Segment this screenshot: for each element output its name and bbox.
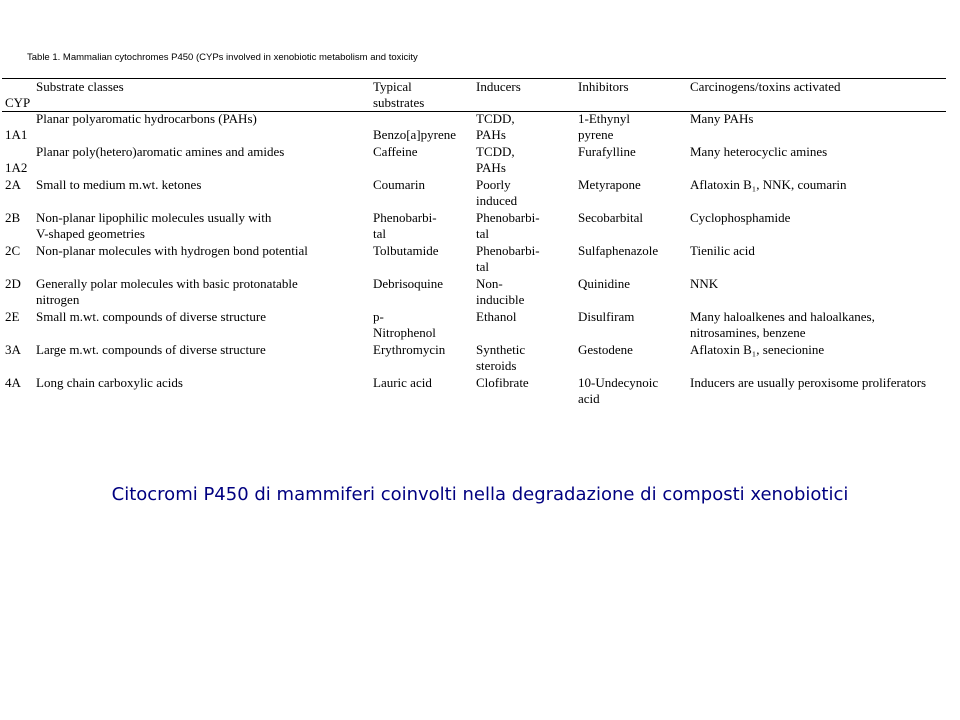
cell-substrate-class [36, 177, 201, 193]
cell-inhibitor [578, 375, 658, 407]
cell-line: acid [578, 391, 600, 406]
cell-cyp [5, 276, 21, 292]
cell-line: 2B [5, 210, 21, 225]
table-row [0, 309, 946, 342]
cell-inducer [476, 276, 524, 308]
cell-line: Planar poly(hetero)aromatic amines and amides [36, 144, 285, 159]
cell-line: Erythromycin [373, 342, 446, 357]
cell-carcinogen [690, 243, 755, 259]
cell-line: 2D [5, 276, 21, 291]
cell-line: Many PAHs [690, 111, 754, 126]
cell-typical-substrate [373, 342, 445, 358]
cell-line: pyrene [578, 127, 614, 142]
cell-line: Furafylline [578, 144, 636, 159]
cell-inhibitor [578, 210, 643, 226]
cell-line: 4A [5, 375, 21, 390]
cell-cyp [5, 111, 27, 143]
cell-substrate-class [36, 243, 308, 259]
cell-inducer [476, 111, 515, 143]
table-row [0, 177, 946, 210]
cell-carcinogen [690, 276, 718, 292]
cell-line: 2E [5, 309, 20, 324]
cell-carcinogen [690, 144, 827, 160]
cell-line: Secobarbital [578, 210, 643, 225]
cell-line: Non- [476, 276, 503, 291]
cell-cyp [5, 177, 21, 193]
cell-line: Clofibrate [476, 375, 529, 390]
cell-line [373, 111, 456, 127]
cell-line: TCDD, [476, 144, 515, 159]
cell-carcinogen [690, 375, 926, 391]
cell-line: Lauric acid [373, 375, 432, 390]
cell-line: Disulfiram [578, 309, 635, 324]
cell-inhibitor [578, 342, 633, 358]
cell-line: 10-Undecynoic [578, 375, 659, 390]
header-typical-substrates: Typical substrates [373, 79, 425, 110]
cell-line: Benzo[a]pyrene [373, 127, 457, 142]
cell-inducer [476, 342, 525, 374]
cell-substrate-class [36, 111, 257, 127]
table-row [0, 111, 946, 144]
cell-line: tal [476, 259, 489, 274]
cell-line: Many heterocyclic amines [690, 144, 828, 159]
cell-line: V-shaped geometries [36, 226, 145, 241]
cell-line: nitrosamines, benzene [690, 325, 806, 340]
table-body [0, 111, 946, 408]
table-row [0, 342, 946, 375]
cell-cyp [5, 210, 20, 226]
cell-cyp [5, 342, 21, 358]
cell-substrate-class [36, 309, 266, 325]
cell-typical-substrate [373, 144, 418, 160]
cell-typical-substrate [373, 243, 439, 259]
cell-line: Many haloalkenes and haloalkanes, [690, 309, 875, 324]
cell-typical-substrate [373, 210, 437, 242]
cell-carcinogen [690, 342, 824, 358]
cell-line: 2A [5, 177, 21, 192]
cell-line: 1A2 [5, 160, 28, 175]
cell-substrate-class [36, 342, 266, 358]
table-row [0, 276, 946, 309]
cell-line: 3A [5, 342, 21, 357]
cell-line: Synthetic [476, 342, 526, 357]
table-caption: Table 1. Mammalian cytochromes P450 (CYPs involved in xenobiotic metabolism and toxicity [27, 52, 418, 63]
cell-carcinogen [690, 177, 847, 193]
cell-cyp [5, 375, 21, 391]
header-inducers: Inducers [476, 79, 521, 94]
cell-inhibitor [578, 276, 630, 292]
cell-typical-substrate [373, 276, 443, 292]
cell-line: Generally polar molecules with basic protonatable [36, 276, 298, 291]
cell-line: Caffeine [373, 144, 418, 159]
cell-line: Coumarin [373, 177, 425, 192]
cell-line: tal [373, 226, 386, 241]
cell-line: tal [476, 226, 489, 241]
cell-line: Non-planar molecules with hydrogen bond potential [36, 243, 308, 258]
cell-line: 1-Ethynyl [578, 111, 630, 126]
cell-carcinogen [690, 309, 875, 341]
table-row [0, 144, 946, 177]
cell-line: Cyclophosphamide [690, 210, 791, 225]
cell-substrate-class [36, 276, 298, 308]
cell-inducer [476, 375, 529, 391]
cell-cyp [5, 309, 19, 325]
cell-line: 2C [5, 243, 21, 258]
cell-typical-substrate [373, 375, 432, 391]
cell-substrate-class [36, 144, 284, 160]
cell-typical-substrate [373, 177, 425, 193]
cell-carcinogen [690, 111, 753, 127]
cell-line: TCDD, [476, 111, 515, 126]
cell-inhibitor [578, 111, 630, 143]
cell-line: Planar polyaromatic hydrocarbons (PAHs) [36, 111, 257, 126]
cell-line: Phenobarbi- [476, 243, 540, 258]
cell-line: Poorly [476, 177, 511, 192]
cell-line: Inducers are usually peroxisome proliferators [690, 375, 927, 390]
header-inhibitors: Inhibitors [578, 79, 629, 94]
cell-line: Phenobarbi- [373, 210, 437, 225]
cell-line: Aflatoxin B₁, senecionine [690, 342, 825, 357]
cell-line: Debrisoquine [373, 276, 444, 291]
cell-line: steroids [476, 358, 517, 373]
cell-substrate-class [36, 375, 183, 391]
cell-line: Tienilic acid [690, 243, 755, 258]
cell-line: Sulfaphenazole [578, 243, 659, 258]
cell-line: Quinidine [578, 276, 630, 291]
cell-inhibitor [578, 144, 636, 160]
slide-caption: Citocromi P450 di mammiferi coinvolti nella degradazione di composti xenobiotici [111, 484, 849, 505]
table-row [0, 375, 946, 408]
cell-typical-substrate [373, 111, 456, 143]
cell-cyp [5, 144, 27, 176]
table-row [0, 243, 946, 276]
cell-inducer [476, 309, 516, 325]
table-row [0, 210, 946, 243]
header-carcinogens: Carcinogens/toxins activated [690, 79, 841, 94]
cell-line: Aflatoxin B₁, NNK, coumarin [690, 177, 847, 192]
cell-line: p- [373, 309, 384, 324]
cell-carcinogen [690, 210, 790, 226]
cell-typical-substrate [373, 309, 436, 341]
cell-line: Nitrophenol [373, 325, 436, 340]
cell-line: nitrogen [36, 292, 80, 307]
cell-inducer [476, 177, 517, 209]
cell-inducer [476, 210, 540, 242]
cell-line [5, 111, 27, 127]
cell-inhibitor [578, 177, 641, 193]
cell-inhibitor [578, 309, 634, 325]
cell-line: Small to medium m.wt. ketones [36, 177, 202, 192]
cell-inhibitor [578, 243, 658, 259]
cell-substrate-class [36, 210, 271, 242]
cell-line: Gestodene [578, 342, 633, 357]
cell-line: Large m.wt. compounds of diverse structure [36, 342, 266, 357]
header-substrate-classes: Substrate classes [36, 79, 124, 94]
cell-line: Tolbutamide [373, 243, 439, 258]
table-header-row [0, 79, 946, 111]
cell-line: 1A1 [5, 127, 28, 142]
cyp-table [0, 79, 946, 408]
cell-cyp [5, 243, 20, 259]
cell-line: Ethanol [476, 309, 517, 324]
cell-line: Small m.wt. compounds of diverse structure [36, 309, 266, 324]
cell-line: induced [476, 193, 518, 208]
cell-line: PAHs [476, 160, 506, 175]
cell-line: NNK [690, 276, 719, 291]
cell-line [5, 144, 27, 160]
cell-line: PAHs [476, 127, 506, 142]
cell-line: inducible [476, 292, 525, 307]
cell-inducer [476, 144, 515, 176]
cell-line: Phenobarbi- [476, 210, 540, 225]
header-cyp: CYP [5, 95, 31, 110]
cell-line: Long chain carboxylic acids [36, 375, 183, 390]
cell-line: Non-planar lipophilic molecules usually with [36, 210, 272, 225]
cell-inducer [476, 243, 540, 275]
cell-line: Metyrapone [578, 177, 641, 192]
